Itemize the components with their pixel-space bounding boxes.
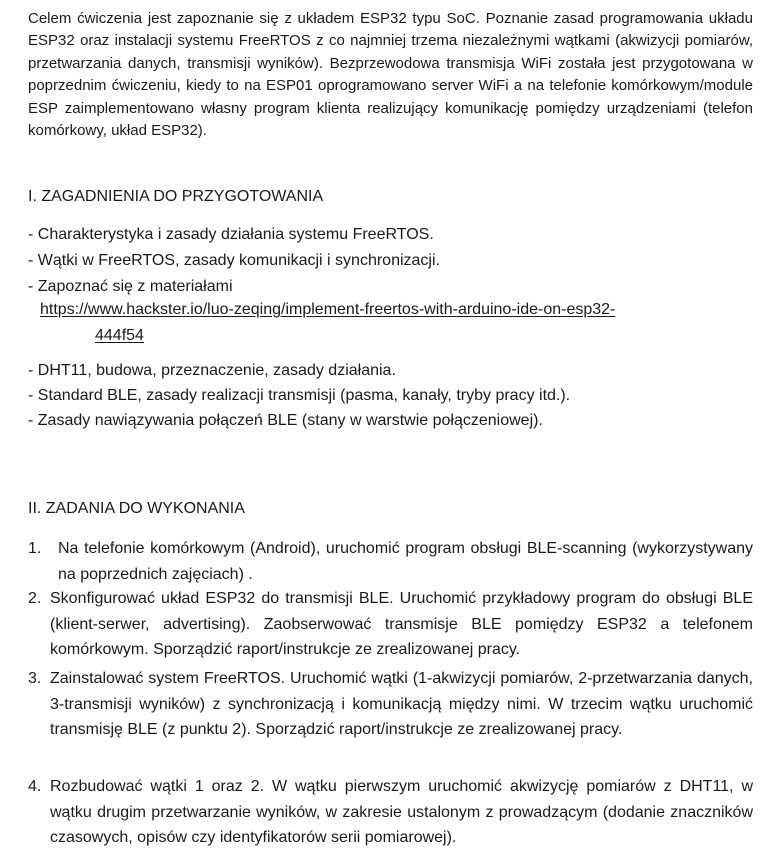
prep-item: - Wątki w FreeRTOS, zasady komunikacji i synchronizacji. xyxy=(28,252,440,269)
materials-link[interactable] xyxy=(40,301,740,349)
task-number: 2. xyxy=(28,590,42,607)
cropped-title-fragment xyxy=(420,0,660,1)
task-item xyxy=(28,586,753,663)
task-item xyxy=(28,774,753,851)
task-number: 3. xyxy=(28,670,42,687)
prep-item: - Zasady nawiązywania połączeń BLE (stany w warstwie połączeniowej). xyxy=(28,412,543,429)
task-number: 4. xyxy=(28,778,42,795)
prep-item: - Charakterystyka i zasady działania systemu FreeRTOS. xyxy=(28,226,434,243)
prep-item: - DHT11, budowa, przeznaczenie, zasady działania. xyxy=(28,362,396,379)
section-heading-tasks: II. ZADANIA DO WYKONANIA xyxy=(28,500,245,517)
task-number: 1. xyxy=(28,540,42,557)
task-item xyxy=(28,536,753,587)
materials-link-block xyxy=(40,297,740,349)
task-text: Zainstalować system FreeRTOS. Uruchomić wątki (1-akwizycji pomiarów, 2-przetwarzania danych, 3-transmisji wyników) z synchronizacją i komunikacją między nimi. W trzecim wątku uruchomić transmisję BLE (z punktu 2). Sporządzić raport/instrukcje ze zrealizowanej pracy. xyxy=(50,670,753,738)
task-text: Rozbudować wątki 1 oraz 2. W wątku pierwszym uruchomić akwizycję pomiarów z DHT11, w wątku drugim przetwarzanie wyników, w zakresie ustalonym z prowadzącym (dodanie znaczników czasowych, opisów czy identyfikatorów serii pomiarowej). xyxy=(50,778,753,846)
task-item xyxy=(28,666,753,743)
materials-link-line1: https://www.hackster.io/luo-zeqing/implement-freertos-with-arduino-ide-on-esp32- xyxy=(40,301,616,318)
intro-paragraph: Celem ćwiczenia jest zapoznanie się z układem ESP32 typu SoC. Poznanie zasad programowania układu ESP32 oraz instalacji systemu FreeRTOS z co najmniej trzema niezależnymi wątkami (akwizycji pomiarów, przetwarzania danych, transmisji wyników). Bezprzewodowa transmisja WiFi została jest przygotowana w poprzednim ćwiczeniu, kiedy to na ESP01 oprogramowano server WiFi a na telefonie komórkowym/module ESP zaimplementowano własny program klienta realizujący komunikację pomiędzy urządzeniami (telefon komórkowy, układ ESP32). xyxy=(28,10,753,140)
materials-link-line2: 444f54 xyxy=(95,327,144,344)
section-heading-preparation: I. ZAGADNIENIA DO PRZYGOTOWANIA xyxy=(28,188,324,205)
cropped-title-glyphs xyxy=(420,0,660,1)
task-text: Skonfigurować układ ESP32 do transmisji BLE. Uruchomić przykładowy program do obsługi BLE (klient-serwer, advertising). Zaobserwować transmisje BLE pomiędzy ESP32 a telefonem komórkowym. Sporządzić raport/instrukcje ze zrealizowanej pracy. xyxy=(50,590,753,658)
prep-item: - Zapoznać się z materiałami xyxy=(28,278,233,295)
prep-item: - Standard BLE, zasady realizacji transmisji (pasma, kanały, tryby pracy itd.). xyxy=(28,387,571,404)
task-text: Na telefonie komórkowym (Android), uruchomić program obsługi BLE-scanning (wykorzystywany na poprzednich zajęciach) . xyxy=(58,540,753,583)
